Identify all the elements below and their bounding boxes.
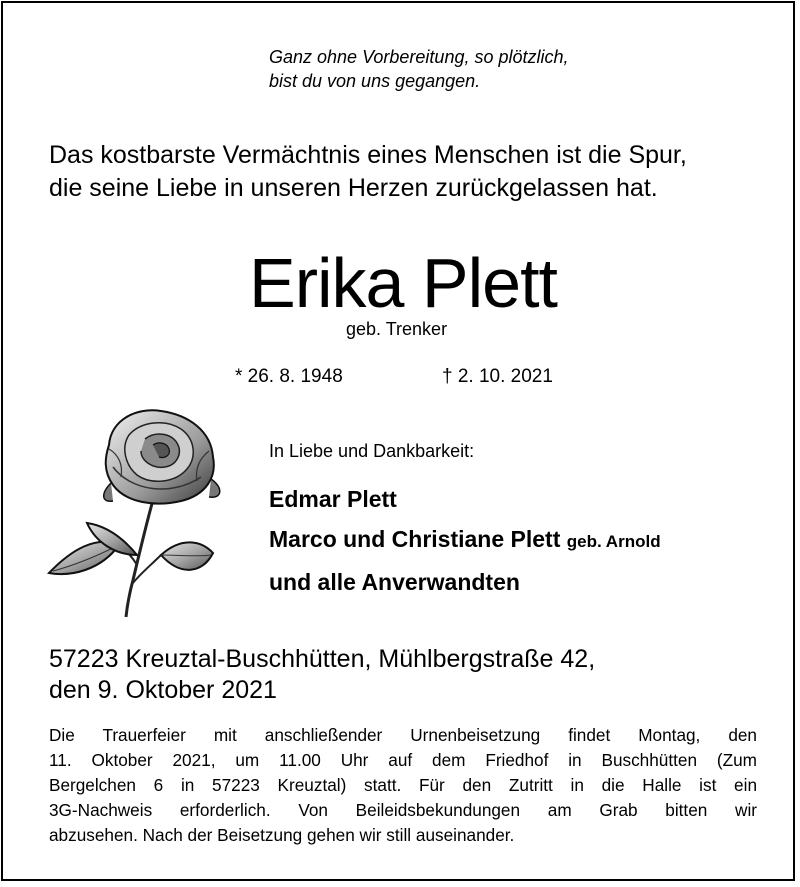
poem bbox=[269, 45, 569, 93]
rose-icon bbox=[41, 405, 231, 620]
deceased-name: Erika Plett bbox=[249, 244, 557, 322]
notice-line: Bergelchen 6 in 57223 Kreuztal) statt. Für den Zutritt in die Halle ist ein bbox=[49, 775, 757, 795]
notice-line: 3G-Nachweis erforderlich. Von Beileidsbekundungen am Grab bitten wir bbox=[49, 800, 757, 820]
poem-line: bist du von uns gegangen. bbox=[269, 71, 481, 91]
quote-line: Das kostbarste Vermächtnis eines Menschen ist die Spur, bbox=[49, 141, 687, 169]
death-date: † 2. 10. 2021 bbox=[442, 366, 553, 387]
notice-line: abzusehen. Nach der Beisetzung gehen wir still auseinander. bbox=[49, 825, 515, 845]
notice-line: Die Trauerfeier mit anschließender Urnenbeisetzung findet Montag, den bbox=[49, 725, 757, 745]
mourner bbox=[269, 519, 661, 562]
mourner: Edmar Plett bbox=[269, 486, 397, 512]
funeral-notice bbox=[49, 723, 757, 848]
obituary-frame bbox=[1, 1, 795, 881]
address bbox=[49, 644, 595, 706]
mourner: und alle Anverwandten bbox=[269, 569, 520, 595]
thanks-intro: In Liebe und Dankbarkeit: bbox=[269, 441, 475, 461]
quote-line: die seine Liebe in unseren Herzen zurückgelassen hat. bbox=[49, 174, 658, 202]
birth-date: * 26. 8. 1948 bbox=[235, 366, 343, 387]
date-line: den 9. Oktober 2021 bbox=[49, 676, 277, 704]
memorial-quote bbox=[49, 139, 687, 205]
notice-line: 11. Oktober 2021, um 11.00 Uhr auf dem Friedhof in Buschhütten (Zum bbox=[49, 750, 757, 770]
mourners-list bbox=[269, 479, 661, 602]
poem-line: Ganz ohne Vorbereitung, so plötzlich, bbox=[269, 47, 569, 67]
mourner-name: Marco und Christiane Plett bbox=[269, 526, 561, 552]
address-line: 57223 Kreuztal-Buschhütten, Mühlbergstraße 42, bbox=[49, 645, 596, 673]
birth-name: geb. Trenker bbox=[346, 319, 448, 339]
mourner-born-name: geb. Arnold bbox=[566, 532, 661, 551]
